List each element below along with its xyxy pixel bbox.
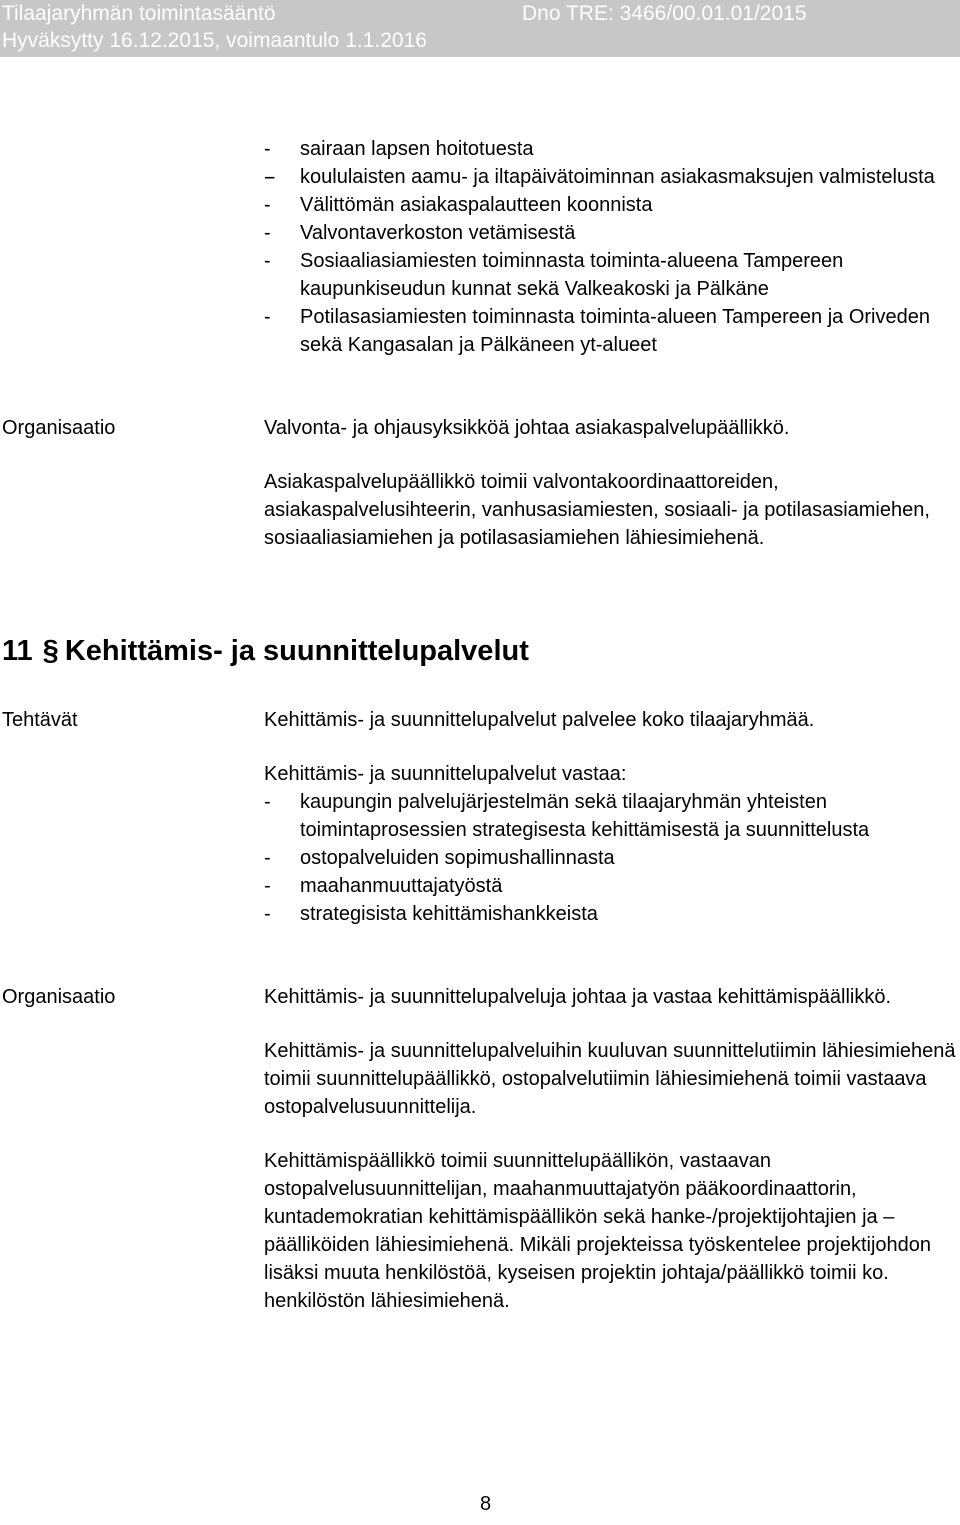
- section-number: 11: [2, 635, 33, 667]
- tasks-list: [264, 788, 958, 928]
- paragraph: Kehittämis- ja suunnittelupalveluja johtaa ja vastaa kehittämispäällikkö.: [264, 986, 892, 1008]
- responsibility-list: [264, 135, 958, 359]
- list-item: - sairaan lapsen hoitotuesta: [264, 135, 958, 163]
- page-header: [0, 0, 960, 57]
- section-heading: [2, 633, 529, 669]
- organisation-label: Organisaatio: [2, 986, 116, 1008]
- organisation-text-2: [264, 983, 958, 1315]
- paragraph: Kehittämis- ja suunnittelupalveluihin kuuluvan suunnittelutiimin lähiesimiehenä toimii suunnittelupäällikkö, ostopalvelutiimin lähiesimiehenä toimii vastaava ostopalvelusuunnittelija.: [264, 1040, 956, 1118]
- top-list-block: [264, 135, 958, 359]
- paragraph: Asiakaspalvelupäällikkö toimii valvontakoordinaattoreiden, asiakaspalvelusihteerin, vanhusasiamiesten, sosiaali- ja potilasasiamiehen, sosiaaliasiamiehen ja potilasasiamiehen lähiesimiehenä.: [264, 471, 930, 549]
- organisation-text-1: [264, 414, 958, 552]
- list-item: -- koululaisten aamu- ja iltapäivätoiminnan asiakasmaksujen valmistelusta: [264, 163, 958, 191]
- approval-date: Hyväksytty 16.12.2015, voimaantulo 1.1.2016: [2, 29, 427, 52]
- tasks-text: [264, 706, 958, 928]
- list-item: - Välittömän asiakaspalautteen koonnista: [264, 191, 958, 219]
- document-reference: Dno TRE: 3466/00.01.01/2015: [522, 2, 807, 25]
- list-item: - kaupungin palvelujärjestelmän sekä tilaajaryhmän yhteisten toimintaprosessien strategisesta kehittämisestä ja suunnittelusta: [264, 788, 958, 844]
- list-item: - maahanmuuttajatyöstä: [264, 872, 958, 900]
- page-number: 8: [480, 1493, 492, 1515]
- organisation-label: Organisaatio: [2, 417, 116, 439]
- tasks-label: Tehtävät: [2, 709, 78, 731]
- paragraph: Valvonta- ja ohjausyksikköä johtaa asiakaspalvelupäällikkö.: [264, 417, 790, 439]
- paragraph: Kehittämis- ja suunnittelupalvelut palvelee koko tilaajaryhmää.: [264, 709, 815, 731]
- list-item: - ostopalveluiden sopimushallinnasta: [264, 844, 958, 872]
- paragraph: Kehittämis- ja suunnittelupalvelut vastaa:: [264, 763, 627, 785]
- section-title: Kehittämis- ja suunnittelupalvelut: [64, 635, 529, 667]
- paragraph: Kehittämispäällikkö toimii suunnittelupäällikön, vastaavan ostopalvelusuunnittelijan, maahanmuuttajatyön pääkoordinaattorin, kuntademokratian kehittämispäällikön sekä hanke-/projektijohtajien ja –päälliköiden lähiesimiehenä. Mikäli projekteissa työskentelee projektijohdon lisäksi muuta henkilöstöä, kyseisen projektin johtaja/päällikkö toimii ko. henkilöstön lähiesimiehenä.: [264, 1150, 932, 1312]
- document-title: Tilaajaryhmän toimintasääntö: [2, 2, 276, 25]
- section-sign: §: [42, 635, 59, 667]
- list-item: - Valvontaverkoston vetämisestä: [264, 219, 958, 247]
- list-item: - Sosiaaliasiamiesten toiminnasta toiminta-alueena Tampereen kaupunkiseudun kunnat sekä Valkeakoski ja Pälkäne: [264, 247, 958, 303]
- list-item: - strategisista kehittämishankkeista: [264, 900, 958, 928]
- list-item: - Potilasasiamiesten toiminnasta toiminta-alueen Tampereen ja Oriveden sekä Kangasalan ja Pälkäneen yt-alueet: [264, 303, 958, 359]
